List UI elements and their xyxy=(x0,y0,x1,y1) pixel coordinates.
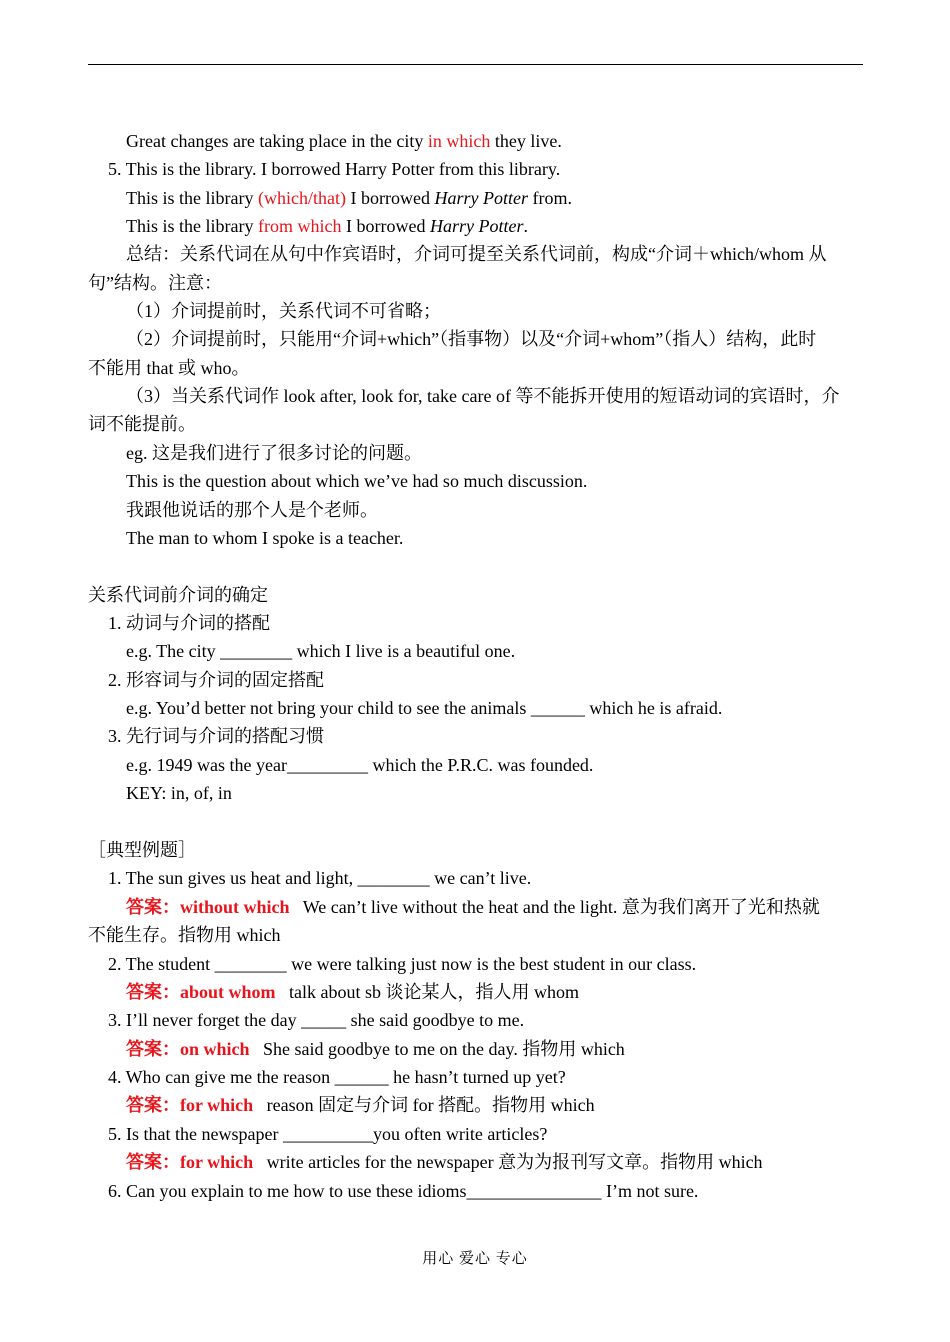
text-line: （2）介词提前时，只能用“介词+which”（指事物）以及“介词+whom”（指人）结构，此时 xyxy=(126,329,817,349)
text-line: 总结：关系代词在从句中作宾语时，介词可提至关系代词前，构成“介词＋which/whom 从 xyxy=(126,244,827,264)
text-line: Great changes are taking place in the city in which they live. xyxy=(126,131,562,151)
text-line: e.g. You’d better not bring your child to see the animals ______ which he is afraid. xyxy=(126,698,723,718)
text-line: e.g. 1949 was the year_________ which the P.R.C. was founded. xyxy=(126,755,594,775)
question-line: 1. The sun gives us heat and light, ________ we can’t live. xyxy=(108,868,532,888)
page-footer: 用心 爱心 专心 xyxy=(422,1251,528,1267)
text-line: KEY: in, of, in xyxy=(126,783,232,803)
question-line: 5. Is that the newspaper __________you often write articles? xyxy=(108,1124,548,1144)
text-line: 5. This is the library. I borrowed Harry Potter from this library. xyxy=(108,159,561,179)
section-heading: 关系代词前介词的确定 xyxy=(88,585,268,605)
answer-line: 答案：on which She said goodbye to me on the day. 指物用 which xyxy=(126,1039,625,1059)
text-line: This is the question about which we’ve had so much discussion. xyxy=(126,471,588,491)
text-line: 1. 动词与介词的搭配 xyxy=(108,613,270,633)
text-line: 句”结构。注意： xyxy=(88,273,222,293)
answer-line: 答案：for which write articles for the newspaper 意为为报刊写文章。指物用 which xyxy=(126,1152,763,1172)
text-line: This is the library from which I borrowed Harry Potter. xyxy=(126,216,528,236)
text-line: 不能用 that 或 who。 xyxy=(88,358,250,378)
question-line: 4. Who can give me the reason ______ he hasn’t turned up yet? xyxy=(108,1067,566,1087)
text-line: （1）介词提前时，关系代词不可省略； xyxy=(126,301,441,321)
text-line: The man to whom I spoke is a teacher. xyxy=(126,528,404,548)
answer-line: 答案：about whom talk about sb 谈论某人，指人用 whom xyxy=(126,982,580,1002)
text-line: e.g. The city ________ which I live is a beautiful one. xyxy=(126,641,516,661)
question-line: 3. I’ll never forget the day _____ she said goodbye to me. xyxy=(108,1010,525,1030)
text-line: 不能生存。指物用 which xyxy=(88,925,281,945)
text-line: （3）当关系代词作 look after, look for, take care of 等不能拆开使用的短语动词的宾语时，介 xyxy=(126,386,840,406)
answer-line: 答案：without which We can’t live without the heat and the light. 意为我们离开了光和热就 xyxy=(126,897,820,917)
text-line: 2. 形容词与介词的固定搭配 xyxy=(108,670,324,690)
text-line: 我跟他说话的那个人是个老师。 xyxy=(126,500,378,520)
text-line: eg. 这是我们进行了很多讨论的问题。 xyxy=(126,443,422,463)
text-line: 3. 先行词与介词的搭配习惯 xyxy=(108,726,324,746)
question-line: 6. Can you explain to me how to use these idioms_______________ I’m not sure. xyxy=(108,1181,699,1201)
section-heading: ［典型例题］ xyxy=(88,840,196,860)
header-rule xyxy=(88,64,863,65)
text-line: This is the library (which/that) I borrowed Harry Potter from. xyxy=(126,188,572,208)
answer-line: 答案：for which reason 固定与介词 for 搭配。指物用 which xyxy=(126,1095,595,1115)
question-line: 2. The student ________ we were talking just now is the best student in our class. xyxy=(108,954,697,974)
text-line: 词不能提前。 xyxy=(88,414,196,434)
